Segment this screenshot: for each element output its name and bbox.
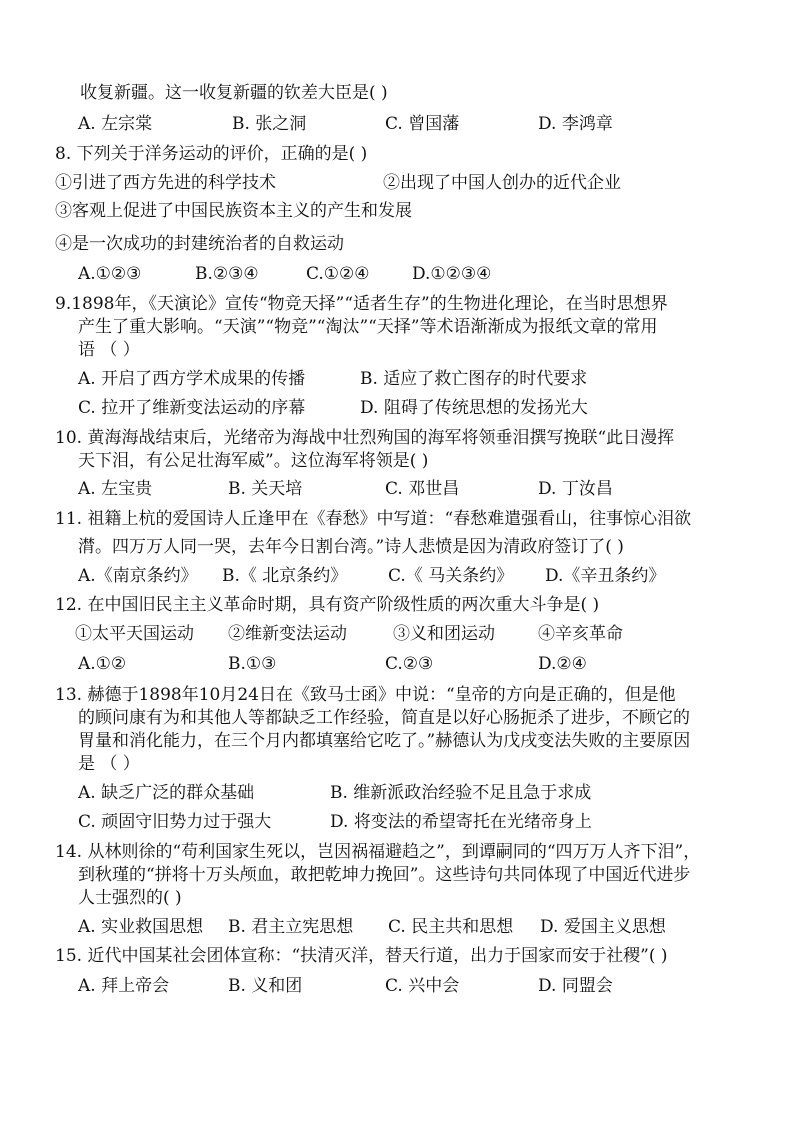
question-7-option-a: A. 左宗棠 bbox=[78, 114, 153, 134]
question-12-item-1: ①太平天国运动 bbox=[75, 624, 194, 644]
question-12-option-a: A.①② bbox=[78, 654, 127, 674]
question-14-option-b: B. 君主立宪思想 bbox=[228, 917, 354, 937]
question-8-option-d: D.①②③④ bbox=[412, 264, 492, 284]
question-14-option-a: A. 实业救国思想 bbox=[78, 917, 204, 937]
question-11-option-d: D.《辛丑条约》 bbox=[545, 566, 666, 586]
question-11-option-c: C.《 马关条约》 bbox=[388, 566, 514, 586]
question-11-option-a: A.《南京条约》 bbox=[78, 566, 198, 586]
question-9-option-a: A. 开启了西方学术成果的传播 bbox=[78, 369, 306, 389]
question-8-option-c: C.①②④ bbox=[306, 264, 370, 284]
question-8-option-a: A.①②③ bbox=[78, 264, 142, 284]
question-11-stem-line-2: 潸。四万万人同一哭，去年今日割台湾。”诗人悲愤是因为清政府签订了( ) bbox=[78, 537, 624, 557]
question-10-option-d: D. 丁汝昌 bbox=[538, 479, 613, 499]
question-7-option-d: D. 李鸿章 bbox=[538, 114, 613, 134]
question-13-stem-line-1: 13. 赫德于1898年10月24日在《致马士函》中说：“皇帝的方向是正确的，但是他 bbox=[55, 685, 676, 705]
question-9-option-c: C. 拉开了维新变法运动的序幕 bbox=[78, 398, 306, 418]
question-10-option-c: C. 邓世昌 bbox=[385, 479, 460, 499]
question-14-option-d: D. 爱国主义思想 bbox=[540, 917, 666, 937]
question-15-option-d: D. 同盟会 bbox=[538, 976, 613, 996]
question-10-stem-line-1: 10. 黄海海战结束后，光绪帝为海战中壮烈殉国的海军将领垂泪撰写挽联“此日漫挥 bbox=[55, 428, 675, 448]
question-7-option-c: C. 曾国藩 bbox=[385, 114, 460, 134]
question-9-option-b: B. 适应了救亡图存的时代要求 bbox=[360, 369, 588, 389]
question-13-stem-line-3: 胃量和消化能力，在三个月内都填塞给它吃了。”赫德认为戊戌变法失败的主要原因 bbox=[78, 731, 691, 751]
question-12-item-4: ④辛亥革命 bbox=[538, 624, 623, 644]
question-9-stem-line-2: 产生了重大影响。“天演”“物竞”“淘汰”“天择”等术语渐渐成为报纸文章的常用 bbox=[78, 317, 658, 337]
question-9-stem-line-3: 语 （ ） bbox=[78, 340, 140, 360]
question-13-option-c: C. 顽固守旧势力过于强大 bbox=[78, 812, 272, 832]
question-12-option-d: D.②④ bbox=[538, 654, 587, 674]
question-8-option-b: B.②③④ bbox=[195, 264, 259, 284]
question-8-item-2: ②出现了中国人创办的近代企业 bbox=[383, 173, 621, 193]
question-13-option-b: B. 维新派政治经验不足且急于求成 bbox=[330, 783, 592, 803]
question-13-stem-line-2: 的顾问康有为和其他人等都缺乏工作经验，简直是以好心肠扼杀了进步，不顾它的 bbox=[78, 708, 690, 728]
question-15-option-b: B. 义和团 bbox=[228, 976, 303, 996]
question-13-stem-line-4: 是 （ ） bbox=[78, 754, 140, 774]
question-14-stem-line-2: 到秋瑾的“拼将十万头颅血，敢把乾坤力挽回”。这些诗句共同体现了中国近代进步 bbox=[78, 865, 691, 885]
question-12-item-2: ②维新变法运动 bbox=[228, 624, 347, 644]
question-8-item-3: ③客观上促进了中国民族资本主义的产生和发展 bbox=[55, 201, 412, 221]
question-12-option-b: B.①③ bbox=[228, 654, 277, 674]
question-7-option-b: B. 张之洞 bbox=[232, 114, 307, 134]
question-12-item-3: ③义和团运动 bbox=[393, 624, 495, 644]
question-14-option-c: C. 民主共和思想 bbox=[388, 917, 514, 937]
question-10-option-b: B. 关天培 bbox=[228, 479, 303, 499]
question-15-option-a: A. 拜上帝会 bbox=[78, 976, 170, 996]
question-8-item-1: ①引进了西方先进的科学技术 bbox=[55, 173, 276, 193]
question-12-option-c: C.②③ bbox=[385, 654, 434, 674]
question-11-option-b: B.《 北京条约》 bbox=[222, 566, 348, 586]
question-7-stem: 收复新疆。这一收复新疆的钦差大臣是( ) bbox=[80, 83, 388, 103]
question-15-option-c: C. 兴中会 bbox=[385, 976, 460, 996]
question-13-option-a: A. 缺乏广泛的群众基础 bbox=[78, 783, 255, 803]
question-11-stem-line-1: 11. 祖籍上杭的爱国诗人丘逢甲在《春愁》中写道：“春愁难遣强看山，往事惊心泪欲 bbox=[55, 509, 692, 529]
question-9-stem-line-1: 9.1898年，《天演论》宣传“物竞天择”“适者生存”的生物进化理论，在当时思想界 bbox=[55, 294, 668, 314]
question-14-stem-line-1: 14. 从林则徐的“苟利国家生死以，岂因祸福避趋之”，到谭嗣同的“四万万人齐下泪”， bbox=[55, 842, 701, 862]
question-12-stem: 12. 在中国旧民主主义革命时期，具有资产阶级性质的两次重大斗争是( ) bbox=[55, 595, 600, 615]
question-10-stem-line-2: 天下泪，有公足壮海军威”。这位海军将领是( ) bbox=[78, 451, 429, 471]
question-9-option-d: D. 阻碍了传统思想的发扬光大 bbox=[360, 398, 588, 418]
question-14-stem-line-3: 人士强烈的( ) bbox=[78, 888, 182, 908]
question-8-stem: 8. 下列关于洋务运动的评价，正确的是( ) bbox=[55, 144, 368, 164]
question-10-option-a: A. 左宝贵 bbox=[78, 479, 153, 499]
question-8-item-4: ④是一次成功的封建统治者的自救运动 bbox=[55, 234, 344, 254]
question-15-stem: 15. 近代中国某社会团体宣称：“扶清灭洋，替天行道，出力于国家而安于社稷”( ) bbox=[55, 946, 668, 966]
question-13-option-d: D. 将变法的希望寄托在光绪帝身上 bbox=[330, 812, 592, 832]
